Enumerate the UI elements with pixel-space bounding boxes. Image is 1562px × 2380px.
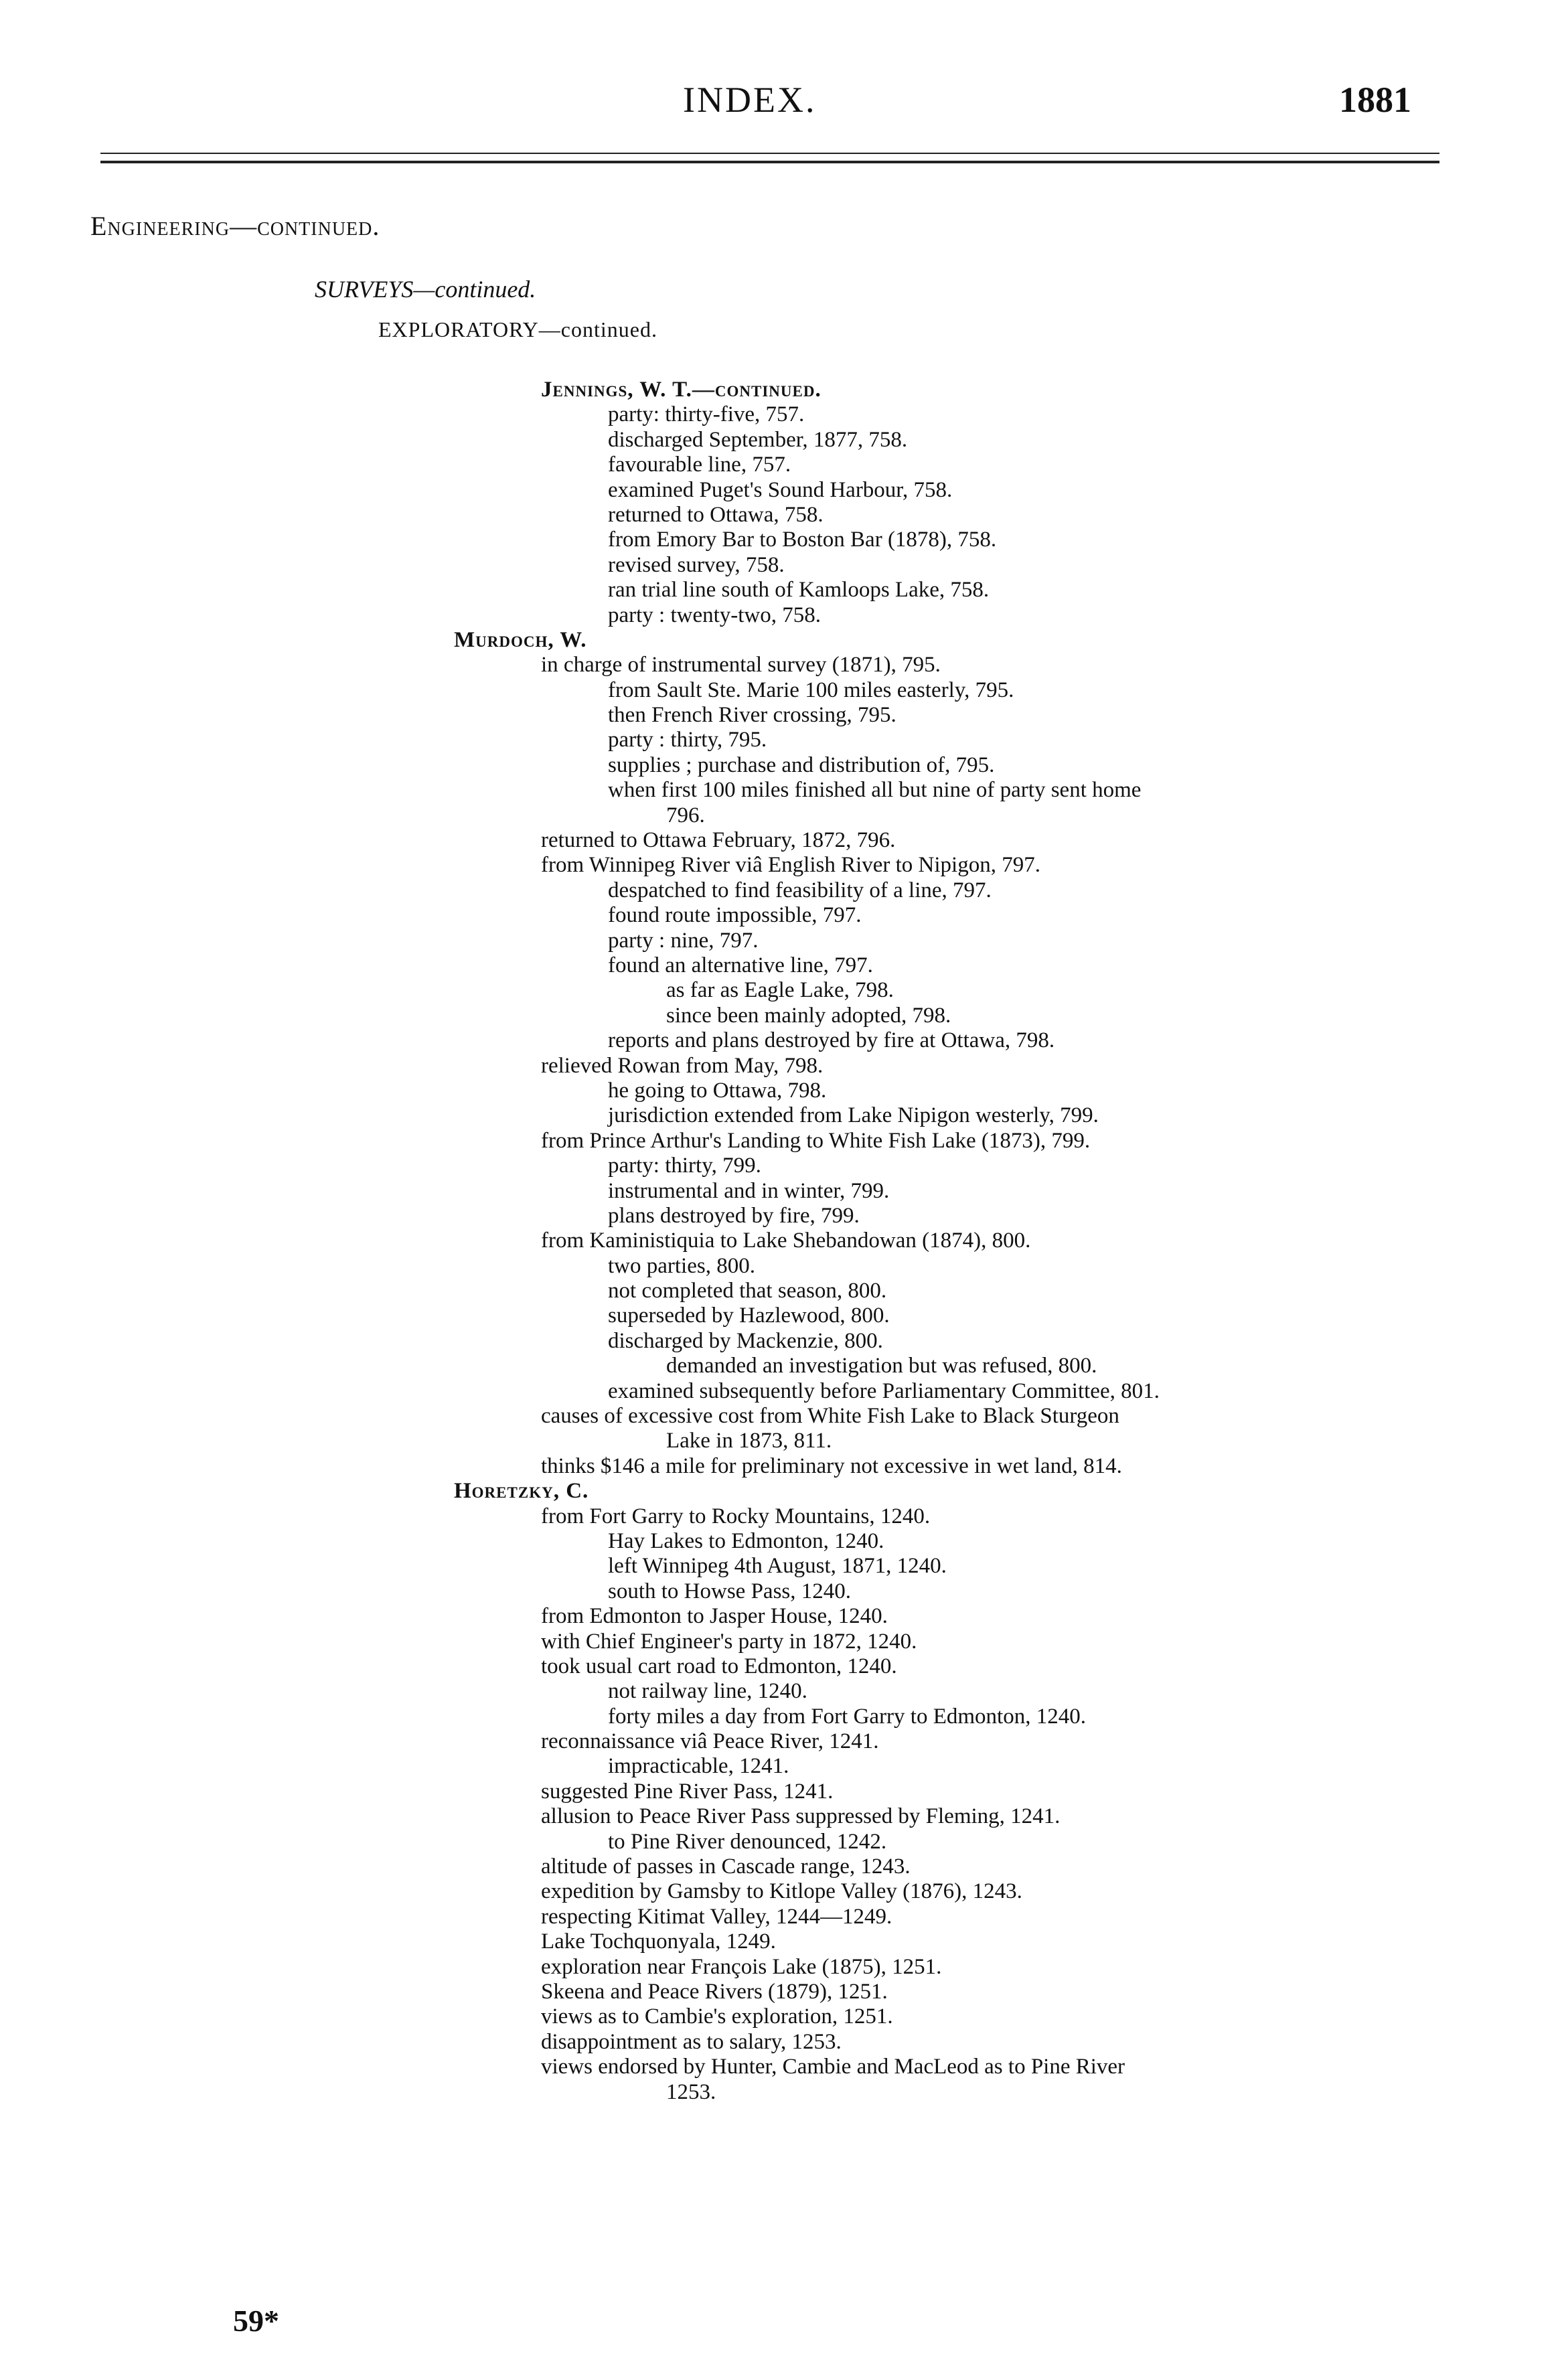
entry-text: views as to Cambie's exploration, 1251. — [541, 2004, 893, 2029]
index-entry — [0, 1103, 1562, 1128]
index-entry — [0, 1054, 1562, 1079]
entry-text: Lake Tochquonyala, 1249. — [541, 1929, 776, 1954]
entry-text: instrumental and in winter, 799. — [608, 1178, 890, 1203]
entry-text: exploration near François Lake (1875), 1251. — [541, 1954, 942, 1979]
entry-text: relieved Rowan from May, 798. — [541, 1053, 824, 1078]
index-entry — [0, 1955, 1562, 1980]
entry-text: returned to Ottawa February, 1872, 796. — [541, 828, 896, 853]
index-entry — [0, 903, 1562, 928]
index-entry — [0, 1204, 1562, 1228]
running-head — [0, 79, 1562, 133]
index-entry — [0, 1854, 1562, 1879]
index-entry — [0, 1454, 1562, 1479]
entry-text: then French River crossing, 795. — [608, 703, 896, 728]
entry-text: not completed that season, 800. — [608, 1279, 887, 1303]
signature-mark: 59* — [233, 2304, 279, 2338]
index-entry — [0, 2080, 1562, 2105]
entry-text: to Pine River denounced, 1242. — [608, 1829, 887, 1854]
index-entry — [0, 1254, 1562, 1279]
index-entry — [0, 1329, 1562, 1354]
entry-text: from Edmonton to Jasper House, 1240. — [541, 1604, 888, 1629]
entry-text: favourable line, 757. — [608, 453, 791, 477]
entry-text: disappointment as to salary, 1253. — [541, 2029, 842, 2054]
entry-text: causes of excessive cost from White Fish Lake to Black Sturgeon — [541, 1404, 1119, 1429]
index-entry — [0, 653, 1562, 678]
index-entry — [0, 753, 1562, 778]
entry-text: respecting Kitimat Valley, 1244—1249. — [541, 1904, 892, 1929]
section-heading: Engineering—continued. — [90, 211, 380, 241]
entry-text: party : nine, 797. — [608, 928, 759, 953]
entry-text: south to Howse Pass, 1240. — [608, 1579, 852, 1603]
index-entry — [0, 1929, 1562, 1954]
index-entry — [0, 878, 1562, 903]
entry-text: expedition by Gamsby to Kitlope Valley (1876), 1243. — [541, 1879, 1022, 1904]
entry-text: reports and plans destroyed by fire at Ottawa, 798. — [608, 1028, 1055, 1053]
index-entry — [0, 503, 1562, 528]
entry-text: discharged September, 1877, 758. — [608, 427, 908, 452]
entry-text: examined Puget's Sound Harbour, 758. — [608, 477, 953, 502]
index-entry — [0, 402, 1562, 427]
entry-text: reconnaissance viâ Peace River, 1241. — [541, 1729, 879, 1754]
index-entry — [0, 728, 1562, 752]
index-entry — [0, 1554, 1562, 1579]
index-entry — [0, 1704, 1562, 1729]
entry-text: in charge of instrumental survey (1871), 795. — [541, 653, 941, 678]
entry-text: when first 100 miles finished all but nine of party sent home — [608, 778, 1142, 803]
index-entry — [0, 478, 1562, 503]
index-entry — [0, 1404, 1562, 1429]
entry-text: Hay Lakes to Edmonton, 1240. — [608, 1528, 884, 1553]
index-entry — [0, 1630, 1562, 1654]
index-entry — [0, 1079, 1562, 1103]
entry-text: took usual cart road to Edmonton, 1240. — [541, 1654, 897, 1678]
entry-text: thinks $146 a mile for preliminary not excessive in wet land, 814. — [541, 1453, 1122, 1478]
index-entry — [0, 528, 1562, 552]
index-entry — [0, 1679, 1562, 1704]
entry-text: impracticable, 1241. — [608, 1754, 789, 1779]
entry-text: party : thirty, 795. — [608, 728, 767, 752]
index-entry — [0, 953, 1562, 978]
entry-text: forty miles a day from Fort Garry to Edmonton, 1240. — [608, 1704, 1086, 1729]
entry-text: from Fort Garry to Rocky Mountains, 1240. — [541, 1504, 931, 1528]
index-entry — [0, 1279, 1562, 1303]
entry-text: not railway line, 1240. — [608, 1679, 807, 1704]
entry-text: Horetzky, C. — [454, 1479, 589, 1504]
index-entry — [0, 1604, 1562, 1629]
index-entry — [0, 678, 1562, 703]
index-entry — [0, 929, 1562, 953]
entry-text: jurisdiction extended from Lake Nipigon westerly, 799. — [608, 1103, 1099, 1128]
entry-text: returned to Ottawa, 758. — [608, 502, 824, 527]
entry-text: from Prince Arthur's Landing to White Fish Lake (1873), 799. — [541, 1128, 1091, 1153]
entry-text: left Winnipeg 4th August, 1871, 1240. — [608, 1554, 947, 1579]
index-entry — [0, 978, 1562, 1003]
entry-text: 1253. — [666, 2079, 716, 2104]
entry-text: with Chief Engineer's party in 1872, 1240. — [541, 1629, 917, 1654]
entry-text: he going to Ottawa, 798. — [608, 1078, 827, 1103]
entry-text: superseded by Hazlewood, 800. — [608, 1303, 890, 1328]
index-entry — [0, 2004, 1562, 2029]
page-number: 1881 — [1339, 80, 1411, 120]
page-title: INDEX. — [683, 80, 817, 120]
index-entry — [0, 1303, 1562, 1328]
entry-text: despatched to find feasibility of a line, 797. — [608, 878, 992, 902]
index-entry — [0, 1654, 1562, 1679]
entry-text: Jennings, W. T.—continued. — [541, 378, 822, 402]
index-entry — [0, 1779, 1562, 1804]
index-entry — [0, 1980, 1562, 2004]
entry-text: Skeena and Peace Rivers (1879), 1251. — [541, 1980, 888, 2004]
entry-text: two parties, 800. — [608, 1253, 755, 1278]
index-entry — [0, 2055, 1562, 2079]
entry-text: from Sault Ste. Marie 100 miles easterly, 795. — [608, 678, 1014, 702]
entry-text: party: thirty, 799. — [608, 1154, 761, 1178]
index-entry — [0, 553, 1562, 578]
entry-text: found route impossible, 797. — [608, 903, 862, 928]
entry-text: plans destroyed by fire, 799. — [608, 1203, 860, 1228]
entry-text: allusion to Peace River Pass suppressed by Fleming, 1241. — [541, 1804, 1061, 1829]
index-entry — [0, 453, 1562, 477]
index-entry — [0, 1154, 1562, 1178]
index-entry — [0, 1830, 1562, 1854]
index-entry — [0, 1879, 1562, 1904]
index-name-entry — [0, 1479, 1562, 1504]
entry-text: Lake in 1873, 811. — [666, 1429, 832, 1453]
entry-text: since been mainly adopted, 798. — [666, 1003, 951, 1028]
index-entry — [0, 1028, 1562, 1053]
index-entry — [0, 1504, 1562, 1529]
entry-text: party : twenty-two, 758. — [608, 603, 822, 627]
index-entry — [0, 1579, 1562, 1604]
entry-text: demanded an investigation but was refused, 800. — [666, 1354, 1097, 1378]
index-entry — [0, 2030, 1562, 2055]
entry-text: revised survey, 758. — [608, 552, 785, 577]
entry-text: examined subsequently before Parliamentary Committee, 801. — [608, 1378, 1160, 1403]
entry-text: Murdoch, W. — [454, 627, 587, 652]
entry-text: views endorsed by Hunter, Cambie and MacLeod as to Pine River — [541, 2055, 1125, 2079]
index-entry — [0, 578, 1562, 603]
header-rule-thin — [100, 153, 1439, 154]
entry-text: party: thirty-five, 757. — [608, 402, 805, 427]
index-entry — [0, 1804, 1562, 1829]
index-entry — [0, 1179, 1562, 1204]
entry-text: from Emory Bar to Boston Bar (1878), 758. — [608, 528, 997, 552]
entry-text: suggested Pine River Pass, 1241. — [541, 1779, 834, 1804]
entry-text: from Kaministiquia to Lake Shebandowan (1874), 800. — [541, 1228, 1031, 1253]
index-entry — [0, 1004, 1562, 1028]
entry-text: supplies ; purchase and distribution of, 795. — [608, 752, 995, 777]
subsubsection-heading: EXPLORATORY—continued. — [378, 317, 657, 341]
index-entry — [0, 1754, 1562, 1779]
index-name-entry — [0, 628, 1562, 653]
index-entry — [0, 853, 1562, 878]
header-rule-thick — [100, 161, 1439, 163]
index-name-entry — [0, 378, 1562, 402]
index-entry — [0, 1379, 1562, 1404]
index-entry — [0, 1228, 1562, 1253]
entry-text: from Winnipeg River viâ English River to Nipigon, 797. — [541, 853, 1040, 878]
index-entry — [0, 703, 1562, 728]
index-entry — [0, 828, 1562, 853]
index-entry — [0, 1354, 1562, 1378]
index-entry — [0, 1729, 1562, 1754]
entry-text: as far as Eagle Lake, 798. — [666, 978, 894, 1003]
index-entry — [0, 803, 1562, 828]
index-entry — [0, 778, 1562, 803]
entry-text: 796. — [666, 803, 705, 827]
index-entries — [0, 378, 1562, 2105]
entry-text: discharged by Mackenzie, 800. — [608, 1328, 883, 1353]
index-entry — [0, 428, 1562, 453]
entry-text: altitude of passes in Cascade range, 1243. — [541, 1854, 911, 1879]
entry-text: ran trial line south of Kamloops Lake, 758. — [608, 578, 990, 603]
index-entry — [0, 603, 1562, 628]
index-entry — [0, 1429, 1562, 1453]
index-entry — [0, 1529, 1562, 1554]
index-entry — [0, 1905, 1562, 1929]
subsection-heading: SURVEYS—continued. — [315, 276, 536, 303]
index-entry — [0, 1129, 1562, 1154]
entry-text: found an alternative line, 797. — [608, 953, 873, 977]
